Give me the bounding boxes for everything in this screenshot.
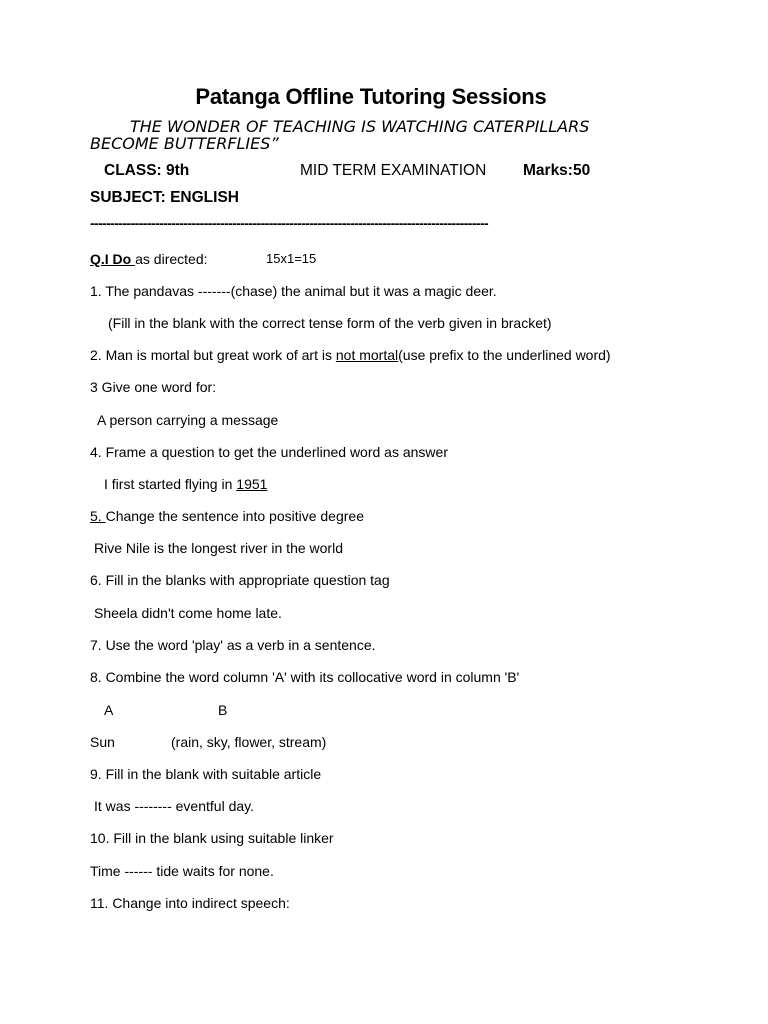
exam-title: MID TERM EXAMINATION	[300, 162, 487, 179]
question-2-text: 2. Man is mortal but great work of art is	[90, 347, 336, 363]
question-1: 1. The pandavas -------(chase) the animal but it was a magic deer.	[90, 283, 497, 299]
section-heading	[90, 251, 208, 267]
question-8-word: Sun	[90, 734, 115, 750]
question-3: 3 Give one word for:	[90, 379, 217, 395]
divider-line: --------------------------------------------------------------------------------------------------	[90, 215, 489, 231]
question-6-item: Sheela didn't come home late.	[94, 605, 282, 621]
question-5	[90, 508, 364, 524]
question-9: 9. Fill in the blank with suitable article	[90, 766, 322, 782]
question-8-options: (rain, sky, flower, stream)	[171, 734, 327, 750]
question-10: 10. Fill in the blank using suitable linker	[90, 830, 334, 846]
question-2	[90, 347, 611, 363]
question-5-text: Change the sentence into positive degree	[105, 508, 364, 524]
question-4-underlined: 1951	[236, 476, 268, 492]
question-4-item-text: I first started flying in	[104, 476, 237, 492]
question-2-underlined: not mortal	[335, 347, 399, 363]
question-4-item	[104, 476, 267, 492]
question-5-number: 5.	[90, 508, 106, 524]
marks-label: Marks:50	[523, 162, 591, 179]
question-4: 4. Frame a question to get the underlined word as answer	[90, 444, 448, 460]
question-2-instruction: (use prefix to the underlined word)	[398, 347, 611, 363]
question-11: 11. Change into indirect speech:	[90, 895, 290, 911]
page-title: Patanga Offline Tutoring Sessions	[195, 84, 547, 109]
motto-text: THE WONDER OF TEACHING IS WATCHING CATERPILLARS BECOME BUTTERFLIES”	[90, 117, 590, 153]
question-10-item: Time ------ tide waits for none.	[90, 863, 274, 879]
section-text: as directed:	[135, 251, 208, 267]
column-a-label: A	[104, 702, 114, 718]
question-1-note: (Fill in the blank with the correct tense form of the verb given in bracket)	[108, 315, 552, 331]
column-b-label: B	[218, 702, 228, 718]
question-9-item: It was -------- eventful day.	[94, 798, 254, 814]
subject-label: SUBJECT: ENGLISH	[90, 189, 239, 206]
question-3-item: A person carrying a message	[97, 412, 279, 428]
section-label: Q.I Do	[90, 251, 136, 267]
section-marks: 15x1=15	[266, 251, 317, 266]
class-label: CLASS: 9th	[104, 162, 190, 179]
question-7: 7. Use the word 'play' as a verb in a sentence.	[90, 637, 376, 653]
question-6: 6. Fill in the blanks with appropriate question tag	[90, 572, 390, 588]
question-5-item: Rive Nile is the longest river in the world	[94, 540, 343, 556]
motto-quote	[90, 118, 660, 152]
question-8: 8. Combine the word column 'A' with its collocative word in column 'B'	[90, 669, 520, 685]
